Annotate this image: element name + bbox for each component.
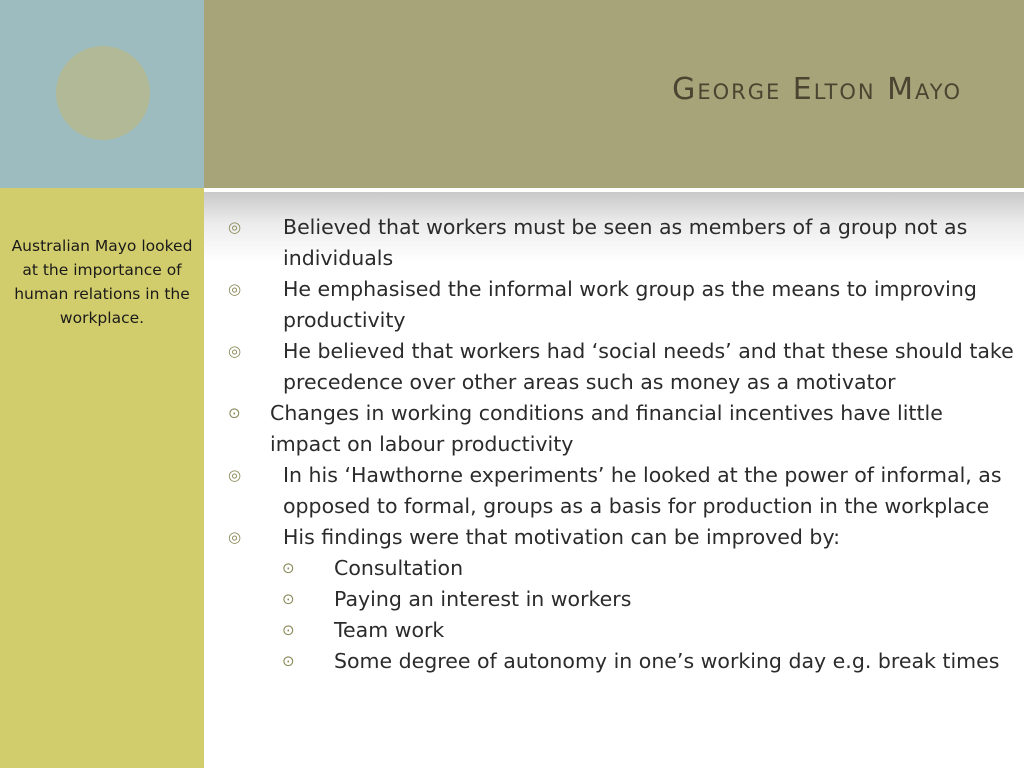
sub-bullet-item [228,615,1018,646]
bullet-item [228,274,1018,336]
sub-bullet-marker-icon: ⊙ [282,590,295,608]
bullet-text: His findings were that motivation can be improved by: [283,525,840,549]
bullet-text: He believed that workers had ‘social needs’ and that these should take precedence over other areas such as money as a motivator [283,339,1014,394]
sub-bullet-text: Some degree of autonomy in one’s working day e.g. break times [334,649,1000,673]
corner-panel [0,0,204,188]
bullet-text: Changes in working conditions and financial incentives have little impact on labour productivity [270,401,943,456]
bullet-item [228,460,1018,522]
bullet-item [228,398,1018,460]
decorative-circle [56,46,150,140]
sidebar-panel [0,188,204,768]
sub-bullet-text: Consultation [334,556,464,580]
sub-bullet-text: Paying an interest in workers [334,587,632,611]
bullet-marker-icon: ◎ [228,342,242,360]
sub-bullet-item [228,646,1018,677]
bullet-text: He emphasised the informal work group as the means to improving productivity [283,277,977,332]
slide-title: George Elton Mayo [672,72,962,107]
sub-bullet-item [228,584,1018,615]
sub-bullet-marker-icon: ⊙ [282,621,295,639]
sub-bullet-marker-icon: ⊙ [282,559,295,577]
bullet-text: Believed that workers must be seen as members of a group not as individuals [283,215,968,270]
sub-bullet-text: Team work [334,618,445,642]
bullet-text: In his ‘Hawthorne experiments’ he looked at the power of informal, as opposed to formal, groups as a basis for production in the workplace [283,463,1002,518]
sub-bullet-marker-icon: ⊙ [282,652,295,670]
bullet-item [228,336,1018,398]
bullet-item [228,212,1018,274]
bullet-marker-icon: ⊙ [228,404,241,422]
bullet-item [228,522,1018,553]
bullet-marker-icon: ◎ [228,528,242,546]
bullet-marker-icon: ◎ [228,466,242,484]
bullet-marker-icon: ◎ [228,218,242,236]
bullet-list [228,212,1018,677]
sub-bullet-item [228,553,1018,584]
bullet-marker-icon: ◎ [228,280,242,298]
sidebar-note: Australian Mayo looked at the importance of human relations in the workplace. [11,237,193,327]
